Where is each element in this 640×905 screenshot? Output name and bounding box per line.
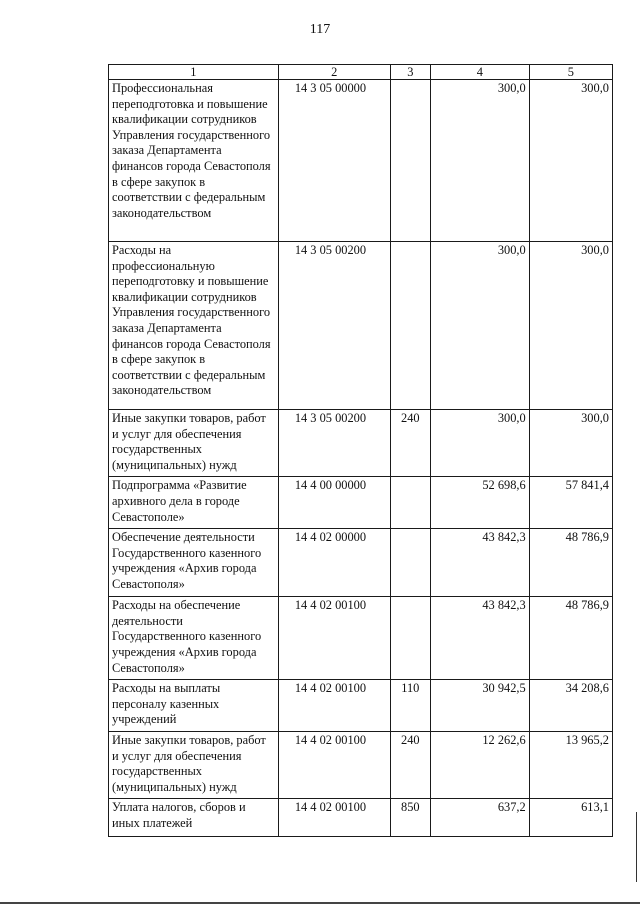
- row-code-cell: 14 4 02 00000: [278, 529, 390, 597]
- row-name-cell: Расходы на выплаты персоналу казенных учреждений: [109, 680, 279, 732]
- row-name-cell: Обеспечение деятельности Государственного казенного учреждения «Архив города Севастополя»: [109, 529, 279, 597]
- row-code-cell: 14 4 02 00100: [278, 597, 390, 680]
- row-type-cell: 240: [390, 731, 430, 798]
- scan-edge-line: [636, 812, 637, 882]
- page-number: 117: [309, 22, 331, 37]
- row-name-cell: Иные закупки товаров, работ и услуг для обеспечения государственных (муниципальных) нужд: [109, 410, 279, 477]
- column-header-2: 2: [278, 65, 390, 80]
- row-value-col4-cell: 43 842,3: [431, 529, 530, 597]
- row-name-cell: Профессиональная переподготовка и повышение квалификации сотрудников Управления государственного заказа Департамента финансов города Севастополя в сфере закупок в соответствии с федеральным законодательством: [109, 80, 279, 242]
- row-value-col4-cell: 30 942,5: [431, 680, 530, 732]
- row-value-col4-cell: 300,0: [431, 410, 530, 477]
- table-row: [109, 529, 613, 597]
- row-name-cell: Расходы на профессиональную переподготовку и повышение квалификации сотрудников Управления государственного заказа Департамента финансов города Севастополя в сфере закупок в соответствии с федеральным законодательством: [109, 242, 279, 410]
- row-name-cell: Иные закупки товаров, работ и услуг для обеспечения государственных (муниципальных) нужд: [109, 731, 279, 798]
- row-type-cell: [390, 529, 430, 597]
- row-value-col5-cell: 300,0: [529, 242, 612, 410]
- row-code-cell: 14 3 05 00200: [278, 242, 390, 410]
- table-row: [109, 410, 613, 477]
- row-code-cell: 14 4 02 00100: [278, 680, 390, 732]
- column-header-4: 4: [431, 65, 530, 80]
- row-code-cell: 14 4 02 00100: [278, 799, 390, 837]
- row-code-cell: 14 4 00 00000: [278, 477, 390, 529]
- row-type-cell: [390, 242, 430, 410]
- table-row: [109, 80, 613, 242]
- row-value-col4-cell: 52 698,6: [431, 477, 530, 529]
- row-value-col5-cell: 300,0: [529, 80, 612, 242]
- table-row: [109, 731, 613, 798]
- row-value-col5-cell: 48 786,9: [529, 529, 612, 597]
- row-value-col5-cell: 300,0: [529, 410, 612, 477]
- row-value-col4-cell: 43 842,3: [431, 597, 530, 680]
- column-header-3: 3: [390, 65, 430, 80]
- row-value-col4-cell: 637,2: [431, 799, 530, 837]
- row-code-cell: 14 4 02 00100: [278, 731, 390, 798]
- column-header-5: 5: [529, 65, 612, 80]
- row-name-cell: Расходы на обеспечение деятельности Государственного казенного учреждения «Архив города Севастополя»: [109, 597, 279, 680]
- table-row: [109, 680, 613, 732]
- row-value-col5-cell: 613,1: [529, 799, 612, 837]
- column-header-1: 1: [109, 65, 279, 80]
- row-value-col4-cell: 300,0: [431, 242, 530, 410]
- table-row: [109, 597, 613, 680]
- row-value-col5-cell: 48 786,9: [529, 597, 612, 680]
- row-type-cell: [390, 597, 430, 680]
- row-type-cell: 110: [390, 680, 430, 732]
- row-value-col5-cell: 13 965,2: [529, 731, 612, 798]
- row-name-cell: Уплата налогов, сборов и иных платежей: [109, 799, 279, 837]
- scan-bottom-edge: [0, 902, 640, 904]
- row-code-cell: 14 3 05 00200: [278, 410, 390, 477]
- table-row: [109, 242, 613, 410]
- row-value-col5-cell: 34 208,6: [529, 680, 612, 732]
- table-row: [109, 477, 613, 529]
- row-code-cell: 14 3 05 00000: [278, 80, 390, 242]
- row-value-col5-cell: 57 841,4: [529, 477, 612, 529]
- row-type-cell: 850: [390, 799, 430, 837]
- row-value-col4-cell: 300,0: [431, 80, 530, 242]
- budget-table: [108, 64, 613, 837]
- row-type-cell: [390, 477, 430, 529]
- table-row: [109, 799, 613, 837]
- table-header-row: [109, 65, 613, 80]
- row-value-col4-cell: 12 262,6: [431, 731, 530, 798]
- row-type-cell: [390, 80, 430, 242]
- row-name-cell: Подпрограмма «Развитие архивного дела в городе Севастополе»: [109, 477, 279, 529]
- row-type-cell: 240: [390, 410, 430, 477]
